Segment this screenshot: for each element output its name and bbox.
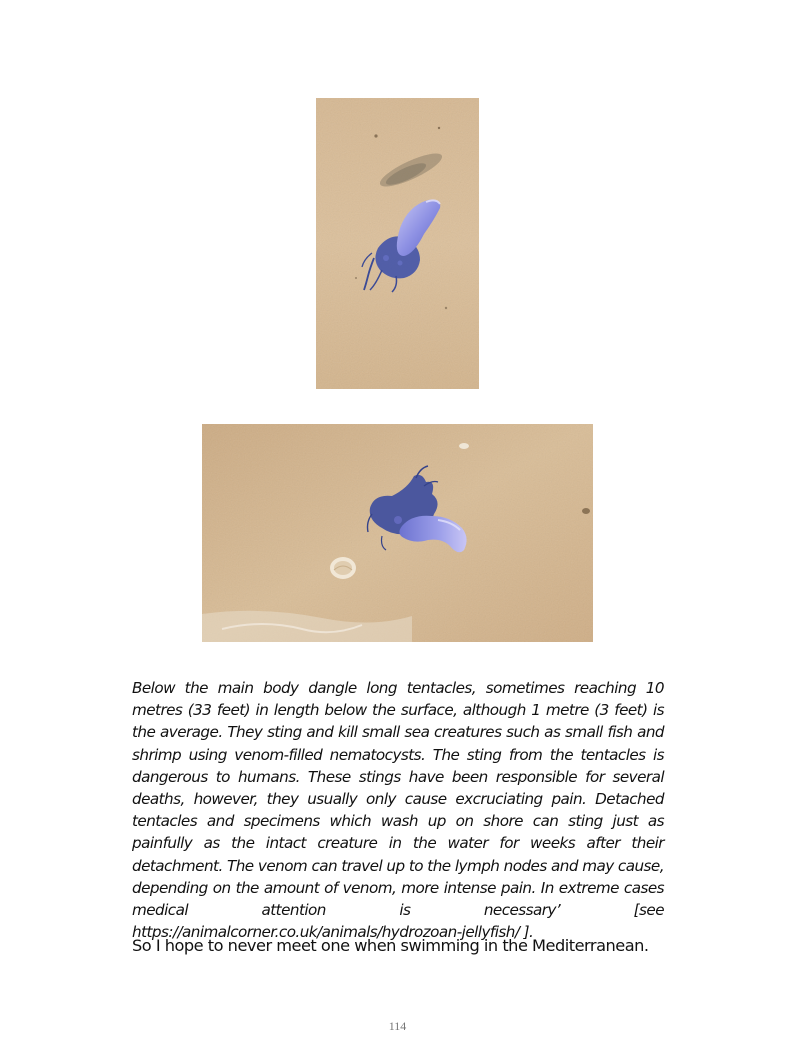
closing-sentence: So I hope to never meet one when swimming in the Mediterranean.	[132, 936, 649, 955]
quoted-passage: Below the main body dangle long tentacles, sometimes reaching 10 metres (33 feet) in length below the surface, although 1 metre (3 feet) is the average. They sting and kill small sea creatures such as small fish and shrimp using venom-filled nematocysts. The sting from the tentacles is dangerous to humans. These stings have been responsible for several deaths, however, they usually only cause excruciating pain. Detached tentacles and specimens which wash up on shore can sting just as painfully as the intact creature in the water for weeks after their detachment. The venom can travel up to the lymph nodes and may cause, depending on the amount of venom, more intense pain. In extreme cases medical attention is necessary’ [see https://animalcorner.co.uk/animals/hydrozoan-jellyfish/ ].	[132, 679, 664, 942]
jellyfish-photo-bottom	[202, 424, 593, 642]
jellyfish-photo-top	[316, 98, 479, 389]
shell-icon	[330, 557, 356, 579]
jellyfish-photo-top-image	[316, 98, 479, 389]
jellyfish-photo-bottom-image	[202, 424, 593, 642]
page-number: 114	[388, 1019, 407, 1033]
